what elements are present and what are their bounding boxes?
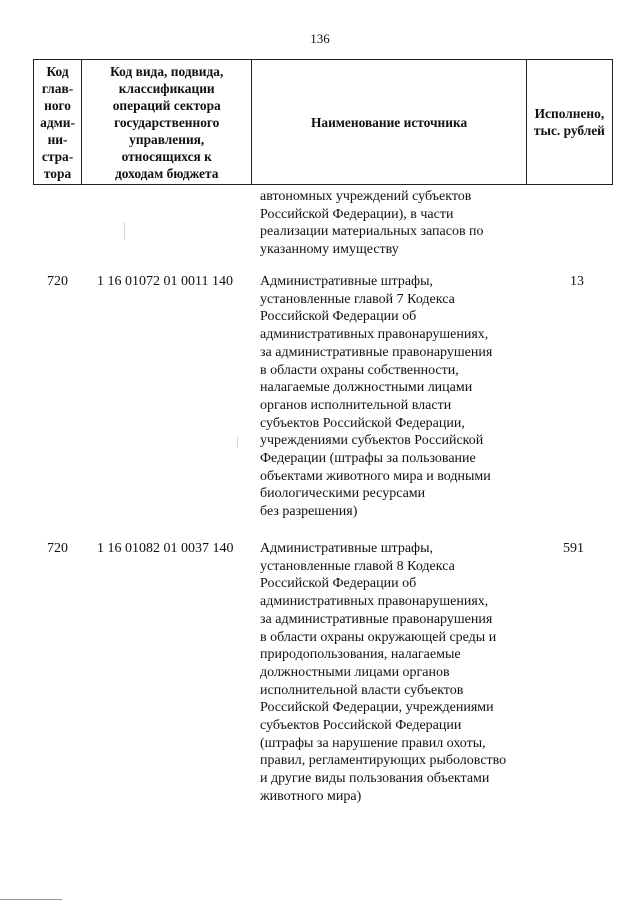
header-admin-code: Код глав- ного адми- ни- стра- тора [34,60,82,185]
scan-mark [124,222,125,240]
admin-code: 720 [47,274,68,289]
table-header [33,59,613,185]
footer-rule [0,899,62,900]
continuation-text [260,188,484,259]
text-line: автономных учреждений субъектов [260,189,472,204]
source-name: Административные штрафы, установленные главой 8 Кодекса Российской Федерации об административных правонарушениях, за административные правонарушения в области охраны окружающей среды и природопользования, налагаемые должностными лицами органов исполнительной власти субъектов Российской Федерации, учреждениями субъектов Российской Федерации (штрафы за нарушение правил охоты, правил, регламентирующих рыболовство и другие виды пользования объектами животного мира) [260,541,507,804]
classification-code: 1 16 01082 01 0037 140 [97,541,234,556]
scan-mark [237,436,238,448]
executed-amount: 591 [563,541,584,556]
classification-code: 1 16 01072 01 0011 140 [97,274,233,289]
text-line: указанному имуществу [260,242,399,258]
text-line: Российской Федерации), в части [260,206,454,222]
executed-amount: 13 [570,274,584,289]
admin-code: 720 [47,541,68,556]
text-line: реализации материальных запасов по [260,224,484,240]
header-executed: Исполнено, тыс. рублей [526,60,612,185]
page-number: 136 [310,31,330,46]
header-classification-code: Код вида, подвида, классификации операций сектора государственного управления, относящихся к доходам бюджета [82,60,252,185]
header-source-name: Наименование источника [252,60,526,185]
source-name: Административные штрафы, установленные главой 7 Кодекса Российской Федерации об административных правонарушениях, за административные правонарушения в области охраны собственности, налагаемые должностными лицами органов исполнительной власти субъектов Российской Федерации, учреждениями субъектов Российской Федерации (штрафы за пользование объектами животного мира и водными биологическими ресурсами без разрешения) [260,274,493,520]
